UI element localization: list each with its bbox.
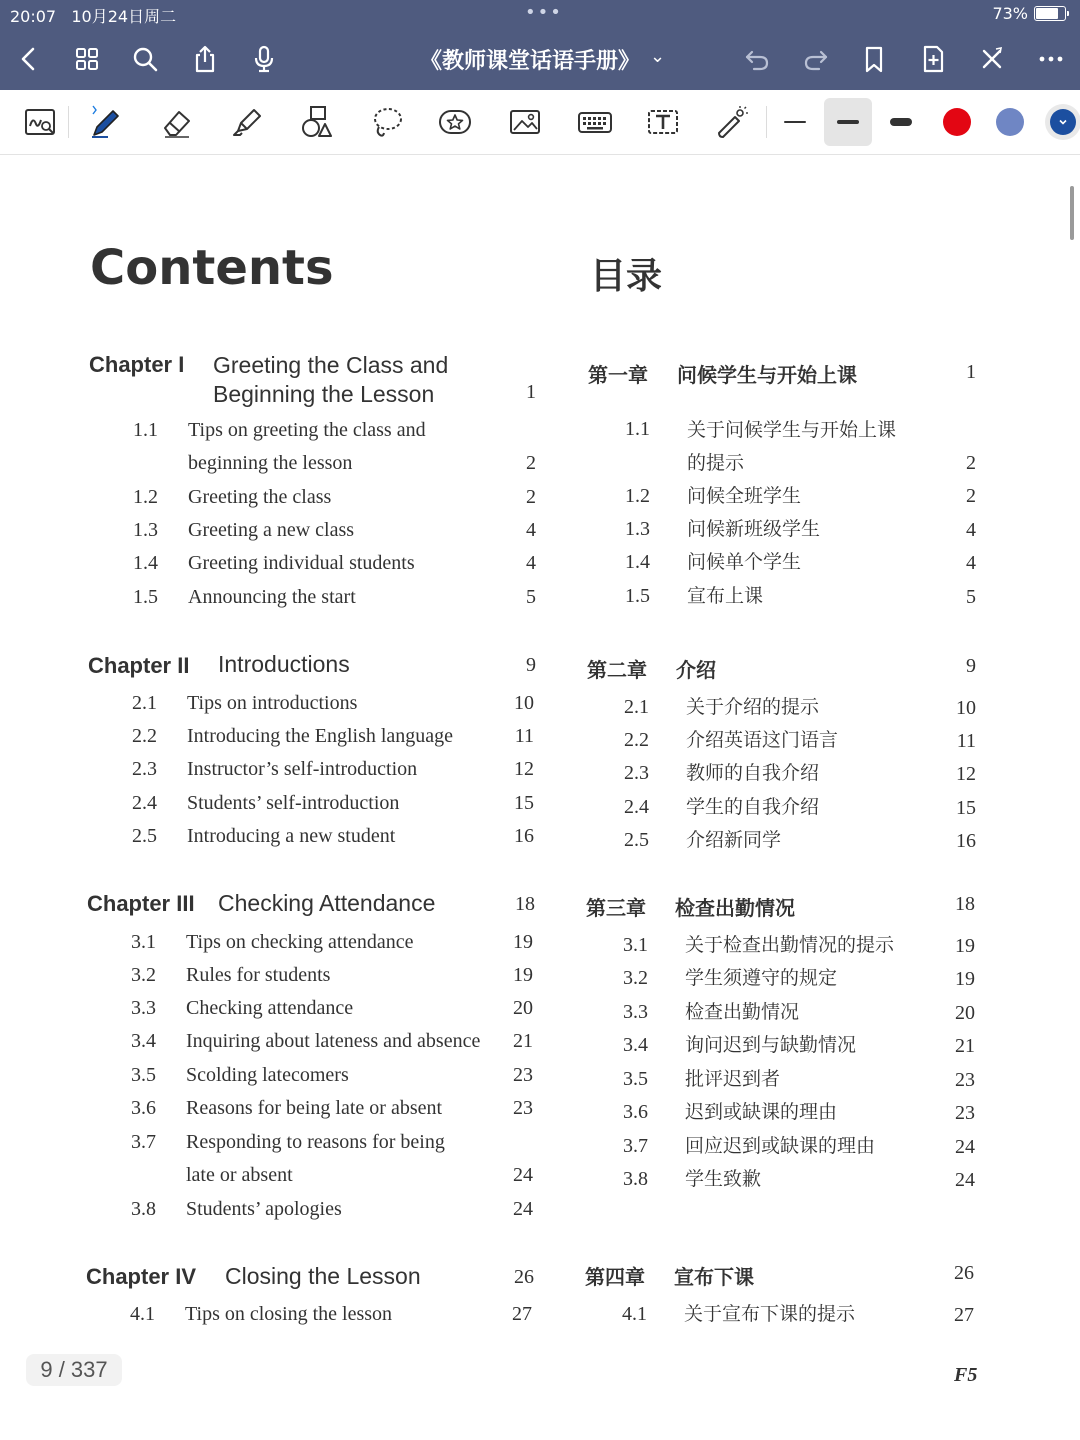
- section-page: 2: [526, 452, 536, 474]
- section-number: 3.4: [131, 1030, 156, 1052]
- share-icon[interactable]: [188, 42, 222, 76]
- section-title: Students’ apologies: [186, 1198, 342, 1220]
- section-number-cn: 2.1: [624, 696, 649, 718]
- section-title-cn: 批评迟到者: [685, 1068, 781, 1090]
- section-number: 3.1: [131, 931, 156, 953]
- section-page-cn: 23: [955, 1102, 975, 1124]
- section-title-cn: 迟到或缺课的理由: [685, 1101, 838, 1123]
- section-number: 2.4: [132, 792, 157, 814]
- status-date: 10月24日周二: [71, 7, 177, 26]
- section-page: 20: [513, 997, 533, 1019]
- section-page: 12: [514, 758, 534, 780]
- chapter-title: Closing the Lesson: [225, 1263, 421, 1289]
- keyboard-icon[interactable]: [573, 100, 617, 144]
- section-number: 1.2: [133, 486, 158, 508]
- section-title: Tips on introductions: [187, 692, 358, 714]
- chapter-page: 1: [526, 381, 536, 403]
- section-page-cn: 24: [955, 1169, 975, 1191]
- section-number-cn: 1.4: [625, 551, 650, 573]
- section-number-cn: 1.1: [625, 418, 650, 440]
- chapter-title: [213, 351, 448, 409]
- section-title: Tips on greeting the class and beginning the lesson: [188, 419, 426, 474]
- stroke-thin-button[interactable]: [771, 98, 819, 146]
- page-indicator[interactable]: 9 / 337: [26, 1354, 122, 1386]
- section-number: 3.2: [131, 964, 156, 986]
- stroke-thick-button[interactable]: [877, 98, 925, 146]
- section-page-cn: 23: [955, 1069, 975, 1091]
- undo-icon[interactable]: [740, 42, 774, 76]
- drawing-toolbar: [0, 90, 1080, 155]
- grid-icon[interactable]: [70, 42, 104, 76]
- section-title: Reasons for being late or absent: [186, 1097, 443, 1119]
- back-icon[interactable]: [12, 42, 46, 76]
- section-title: Announcing the start: [188, 586, 356, 608]
- section-page: 11: [514, 725, 534, 747]
- chapter-page-cn: 1: [966, 361, 976, 383]
- section-number: 1.5: [133, 586, 158, 608]
- section-number-cn: 3.2: [623, 967, 648, 989]
- section-number-cn: 3.3: [623, 1001, 648, 1023]
- section-number-cn: 3.4: [623, 1034, 648, 1056]
- section-number: 1.1: [133, 419, 158, 441]
- highlighter-icon[interactable]: [225, 100, 269, 144]
- section-page-cn: 12: [956, 763, 976, 785]
- color-blue-grey-swatch[interactable]: [996, 108, 1024, 136]
- section-number: 2.1: [132, 692, 157, 714]
- section-page: 16: [514, 825, 534, 847]
- section-page: 23: [513, 1064, 533, 1086]
- section-number-cn: 1.3: [625, 518, 650, 540]
- status-time-date: [10, 4, 176, 27]
- section-title: Greeting the class: [188, 486, 332, 508]
- section-title: Tips on checking attendance: [186, 931, 414, 953]
- color-navy-swatch[interactable]: [1045, 104, 1080, 140]
- section-title-cn: 宣布上课: [687, 585, 764, 607]
- section-title: Responding to reasons for being late or absent: [186, 1131, 445, 1186]
- bookmark-icon[interactable]: [857, 42, 891, 76]
- section-page: 10: [514, 692, 534, 714]
- section-page-cn: 16: [956, 830, 976, 852]
- section-number: 2.3: [132, 758, 157, 780]
- section-title-cn: 介绍新同学: [686, 829, 782, 851]
- section-number: 3.3: [131, 997, 156, 1019]
- chapter-label: Chapter II: [88, 653, 190, 678]
- section-number: 3.5: [131, 1064, 156, 1086]
- section-page-cn: 10: [956, 697, 976, 719]
- section-page-cn: 2: [966, 452, 976, 474]
- chapter-label-cn: 第三章: [586, 896, 646, 920]
- eraser-icon[interactable]: [155, 100, 199, 144]
- section-title-cn: 关于宣布下课的提示: [684, 1303, 856, 1325]
- section-title: Inquiring about lateness and absence: [186, 1030, 481, 1052]
- battery-icon: [1034, 6, 1066, 21]
- close-mode-icon[interactable]: [975, 42, 1009, 76]
- section-number-cn: 3.5: [623, 1068, 648, 1090]
- section-title-cn: 问候新班级学生: [687, 518, 821, 540]
- section-page-cn: 5: [966, 586, 976, 608]
- section-page: 23: [513, 1097, 533, 1119]
- handwriting-zoom-icon[interactable]: [18, 100, 62, 144]
- chapter-title-line: Beginning the Lesson: [213, 381, 435, 407]
- document-page[interactable]: [0, 155, 1080, 1440]
- image-icon[interactable]: [503, 100, 547, 144]
- chapter-page: 9: [526, 654, 536, 676]
- section-page: 24: [513, 1164, 533, 1186]
- section-number-cn: 2.5: [624, 829, 649, 851]
- section-title-cn: 学生致歉: [685, 1168, 762, 1190]
- section-title-cn: 学生的自我介绍: [686, 796, 820, 818]
- color-red-swatch[interactable]: [943, 108, 971, 136]
- chapter-label: Chapter I: [89, 352, 185, 377]
- section-number: 1.4: [133, 552, 158, 574]
- section-number: 3.7: [131, 1131, 156, 1153]
- section-page: 2: [526, 486, 536, 508]
- section-number: 2.2: [132, 725, 157, 747]
- section-page-cn: 11: [956, 730, 976, 752]
- chapter-label-cn: 第一章: [588, 363, 648, 387]
- chevron-down-icon[interactable]: ⌄: [650, 46, 666, 67]
- section-page: 27: [512, 1303, 532, 1325]
- section-page-cn: 15: [956, 797, 976, 819]
- section-number-cn: 1.5: [625, 585, 650, 607]
- section-title: Greeting individual students: [188, 552, 415, 574]
- section-number-cn: 2.3: [624, 762, 649, 784]
- document-title[interactable]: 《教师课堂话语手册》: [420, 49, 641, 74]
- scrollbar[interactable]: [1070, 186, 1074, 240]
- section-page: 15: [514, 792, 534, 814]
- sticker-icon[interactable]: [433, 100, 477, 144]
- section-page: 24: [513, 1198, 533, 1220]
- status-battery: [992, 4, 1066, 23]
- footer-page-mark: F5: [954, 1364, 978, 1386]
- section-title: Instructor’s self-introduction: [187, 758, 418, 780]
- section-number-cn: 4.1: [622, 1303, 647, 1325]
- stroke-medium-button[interactable]: [824, 98, 872, 146]
- section-title-cn: 问候单个学生: [687, 551, 802, 573]
- chapter-page: 26: [514, 1266, 534, 1288]
- section-title: Introducing the English language: [187, 725, 454, 747]
- section-number: 3.8: [131, 1198, 156, 1220]
- section-page: 19: [513, 931, 533, 953]
- contents-heading-cn: 目录: [590, 256, 663, 297]
- section-number: 4.1: [130, 1303, 155, 1325]
- section-page-cn: 19: [955, 935, 975, 957]
- chapter-page: 18: [515, 893, 535, 915]
- chapter-page-cn: 18: [955, 893, 975, 915]
- section-title: Checking attendance: [186, 997, 354, 1019]
- section-number: 3.6: [131, 1097, 156, 1119]
- section-number: 2.5: [132, 825, 157, 847]
- section-number-cn: 3.6: [623, 1101, 648, 1123]
- section-page: 5: [526, 586, 536, 608]
- chapter-label: Chapter IV: [86, 1264, 197, 1289]
- section-title-cn: 学生须遵守的规定: [685, 967, 838, 989]
- section-page-cn: 19: [955, 968, 975, 990]
- section-number-cn: 3.8: [623, 1168, 648, 1190]
- chapter-title: Checking Attendance: [218, 890, 436, 916]
- chapter-title-line: Greeting the Class and: [213, 352, 449, 378]
- search-icon[interactable]: [128, 42, 162, 76]
- section-title-cn: 关于介绍的提示: [686, 696, 820, 718]
- status-time: 20:07: [10, 7, 57, 26]
- section-title-cn: 询问迟到与缺勤情况: [685, 1034, 857, 1056]
- multitask-dots[interactable]: •••: [525, 2, 563, 23]
- section-title-cn: 介绍英语这门语言: [686, 729, 839, 751]
- contents-heading: Contents: [90, 240, 334, 296]
- section-title-cn: 教师的自我介绍: [686, 762, 820, 784]
- text-box-icon[interactable]: [641, 100, 685, 144]
- chevron-down-icon: [1050, 109, 1076, 135]
- section-title-cn: 回应迟到或缺课的理由: [685, 1135, 876, 1157]
- add-page-icon[interactable]: [916, 42, 950, 76]
- section-title-cn: 检查出勤情况: [685, 1001, 800, 1023]
- chapter-label: Chapter III: [87, 891, 195, 916]
- section-page: 19: [513, 964, 533, 986]
- chapter-title-cn: 问候学生与开始上课: [677, 363, 857, 387]
- laser-pointer-icon[interactable]: [709, 100, 753, 144]
- chapter-title-cn: 宣布下课: [674, 1265, 754, 1289]
- section-page: 4: [526, 519, 536, 541]
- pen-icon[interactable]: [84, 100, 128, 144]
- chapter-title-cn: 介绍: [676, 658, 716, 682]
- section-title: Students’ self-introduction: [187, 792, 400, 814]
- section-title-cn: 问候全班学生: [687, 485, 802, 507]
- section-number-cn: 1.2: [625, 485, 650, 507]
- section-title: Tips on closing the lesson: [185, 1303, 393, 1325]
- section-page-cn: 27: [954, 1304, 974, 1326]
- chapter-page-cn: 26: [954, 1262, 974, 1284]
- section-number: 1.3: [133, 519, 158, 541]
- section-title-cn: 关于检查出勤情况的提示: [685, 934, 895, 956]
- more-icon[interactable]: [1034, 42, 1068, 76]
- chapter-title-cn: 检查出勤情况: [675, 896, 795, 920]
- section-number-cn: 3.7: [623, 1135, 648, 1157]
- chapter-title: Introductions: [218, 651, 350, 677]
- section-page-cn: 20: [955, 1002, 975, 1024]
- section-page: 21: [513, 1030, 533, 1052]
- section-number-cn: 2.2: [624, 729, 649, 751]
- lasso-icon[interactable]: [365, 100, 409, 144]
- section-number-cn: 2.4: [624, 796, 649, 818]
- section-title: Greeting a new class: [188, 519, 355, 541]
- chapter-label-cn: 第四章: [585, 1265, 645, 1289]
- chapter-label-cn: 第二章: [587, 658, 647, 682]
- section-page: 4: [526, 552, 536, 574]
- redo-icon[interactable]: [799, 42, 833, 76]
- section-page-cn: 24: [955, 1136, 975, 1158]
- shapes-icon[interactable]: [295, 100, 339, 144]
- section-page-cn: 4: [966, 552, 976, 574]
- section-title: Scolding latecomers: [186, 1064, 349, 1086]
- section-title: Rules for students: [186, 964, 331, 986]
- top-app-bar: [0, 0, 1080, 90]
- section-title: Introducing a new student: [187, 825, 396, 847]
- section-number-cn: 3.1: [623, 934, 648, 956]
- section-page-cn: 2: [966, 485, 976, 507]
- section-page-cn: 21: [955, 1035, 975, 1057]
- section-title-cn: 关于问候学生与开始上课 的提示: [687, 419, 897, 474]
- battery-percent: 73%: [992, 4, 1028, 23]
- section-page-cn: 4: [966, 519, 976, 541]
- chapter-page-cn: 9: [966, 655, 976, 677]
- microphone-icon[interactable]: [247, 42, 281, 76]
